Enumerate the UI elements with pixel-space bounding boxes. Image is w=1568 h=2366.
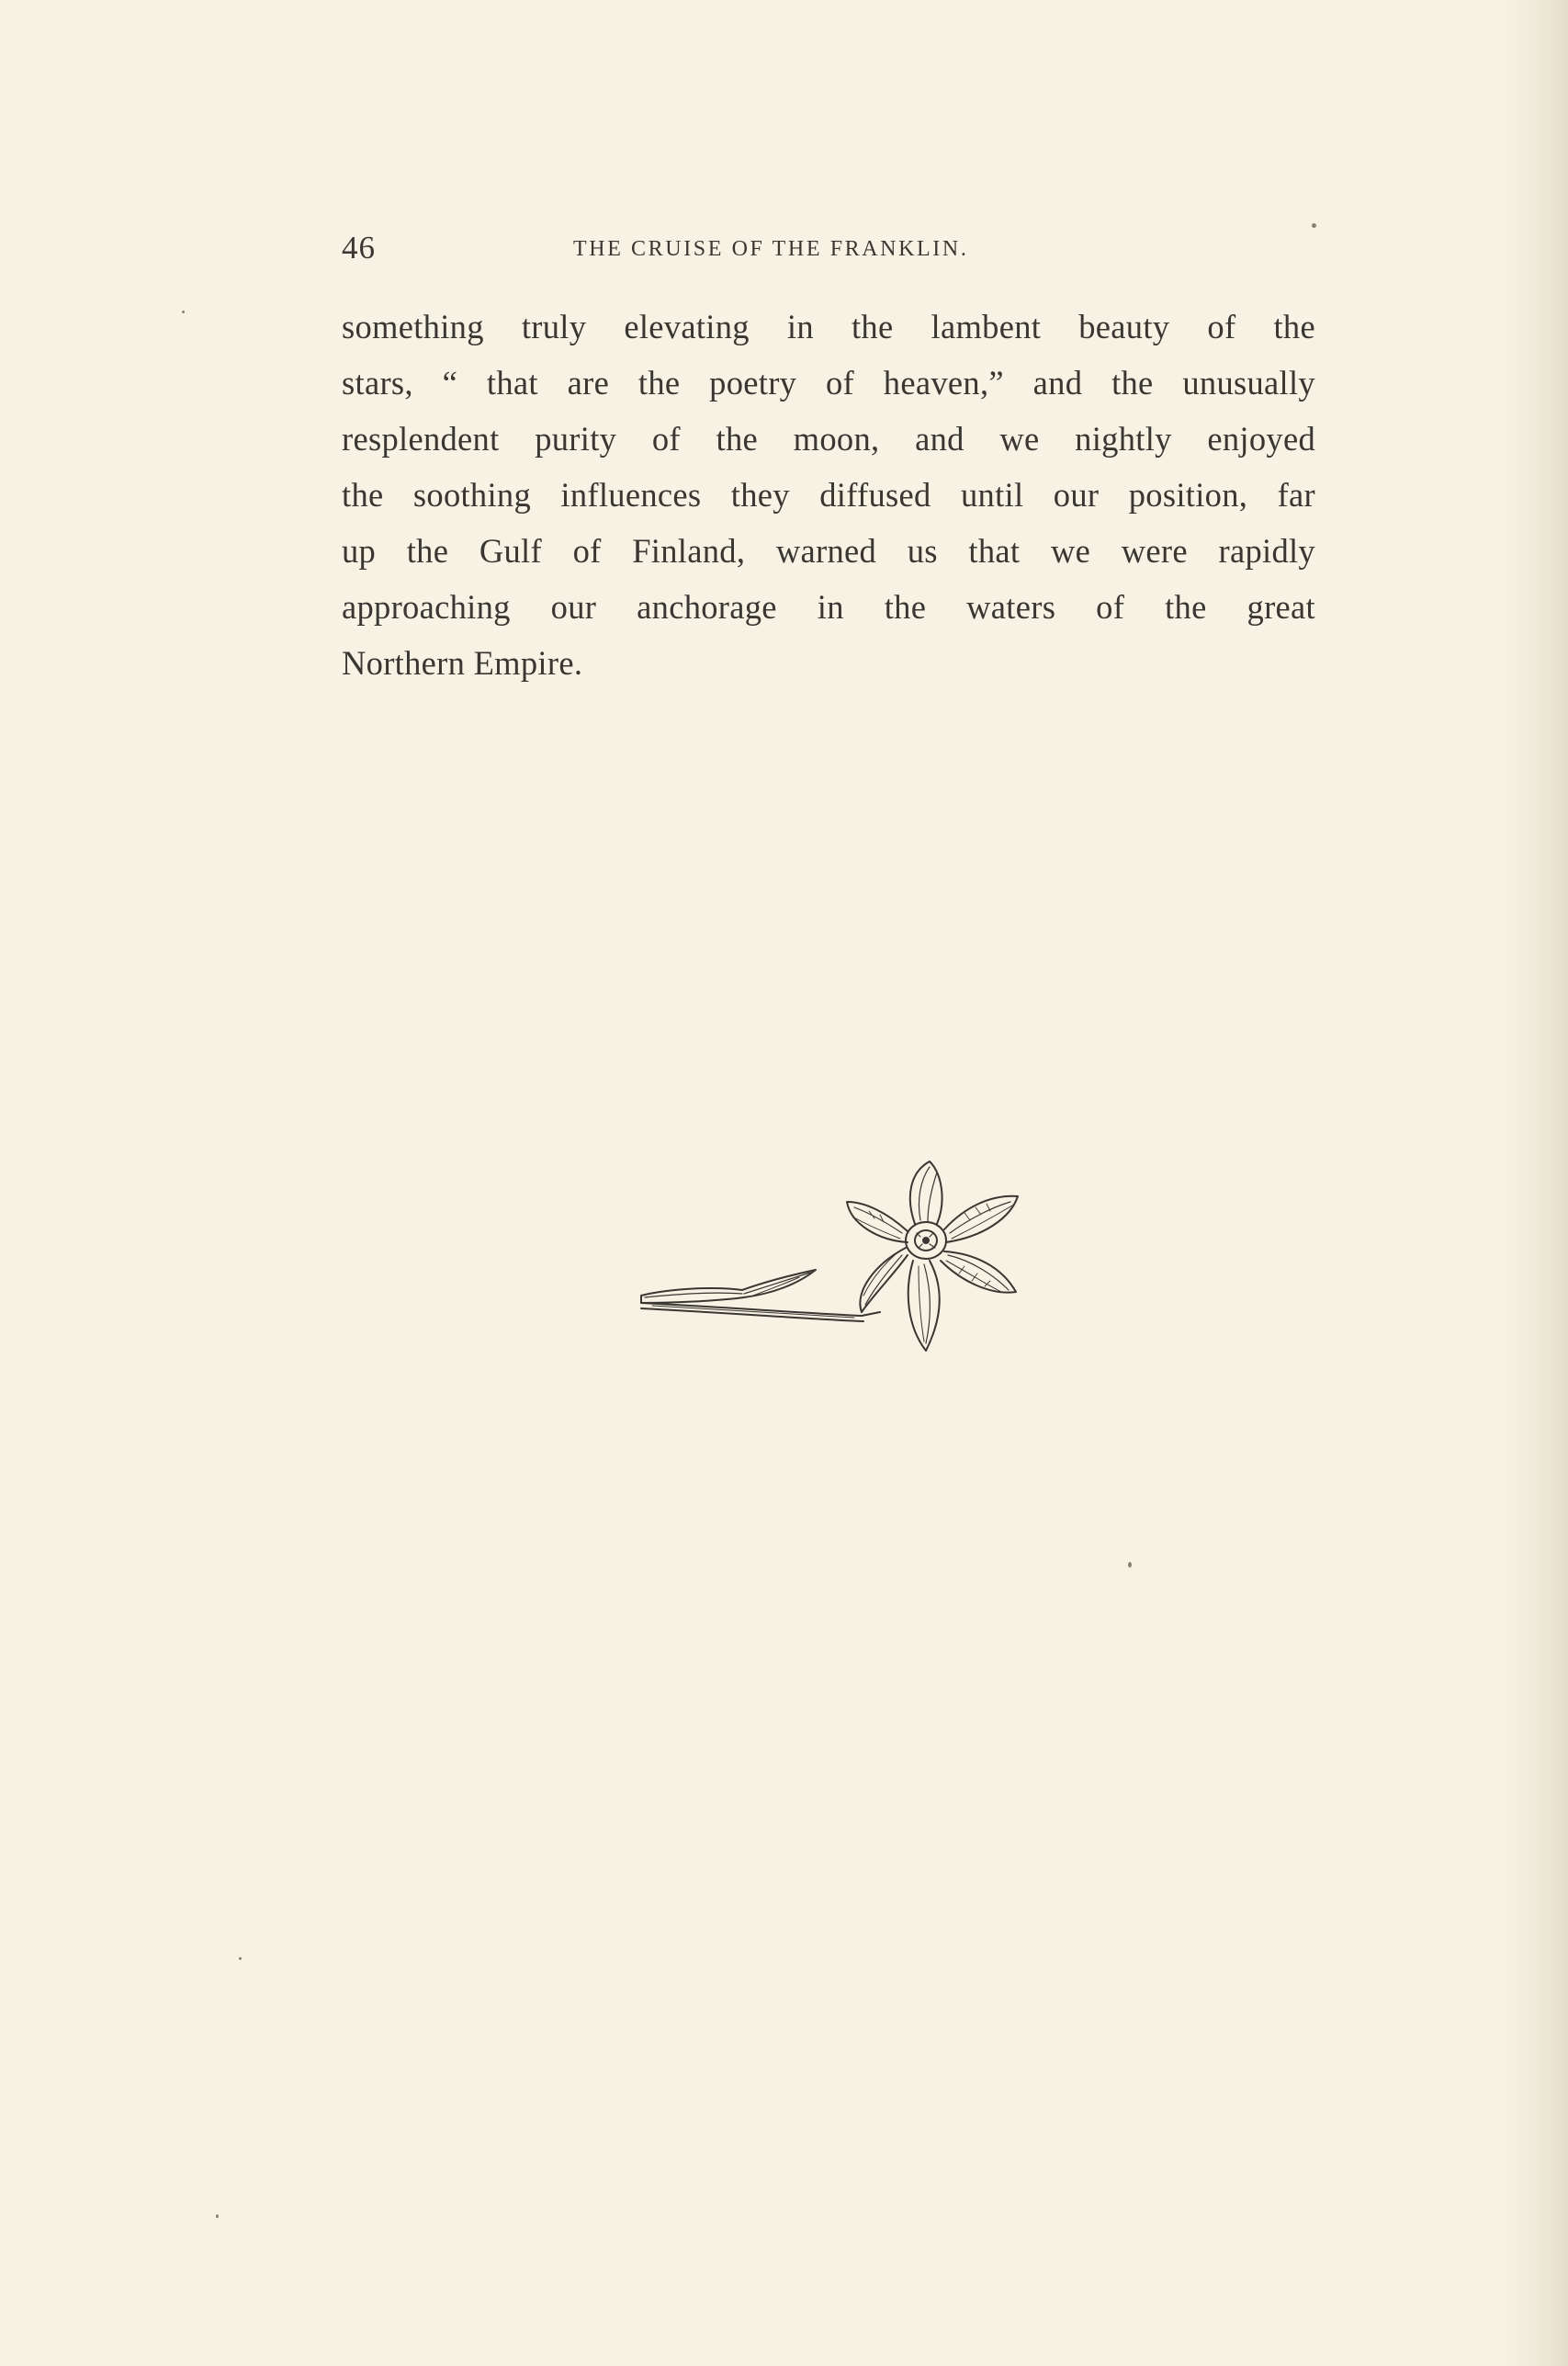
body-paragraph [342, 299, 1315, 691]
paper-speck [1128, 1562, 1132, 1568]
paper-speck [182, 311, 185, 313]
text-line: up the Gulf of Finland, warned us that we were rapidly [342, 532, 1315, 570]
text-line: stars, “ that are the poetry of heaven,” and the unusually [342, 364, 1315, 402]
text-line: resplendent purity of the moon, and we nightly enjoyed [342, 420, 1315, 458]
running-head [342, 230, 1315, 276]
text-line: something truly elevating in the lambent beauty of the [342, 308, 1315, 345]
paper-speck [1312, 223, 1316, 228]
text-line: approaching our anchorage in the waters of the great [342, 588, 1315, 626]
paper-speck [239, 1957, 242, 1960]
paper-speck [216, 2214, 219, 2218]
page-edge-shadow [1504, 0, 1568, 2366]
text-line: the soothing influences they diffused until our position, far [342, 476, 1315, 514]
running-title: THE CRUISE OF THE FRANKLIN. [573, 237, 969, 261]
text-line: Northern Empire. [342, 644, 583, 682]
narcissus-flower-icon [634, 1138, 1029, 1363]
page-number: 46 [342, 230, 376, 266]
